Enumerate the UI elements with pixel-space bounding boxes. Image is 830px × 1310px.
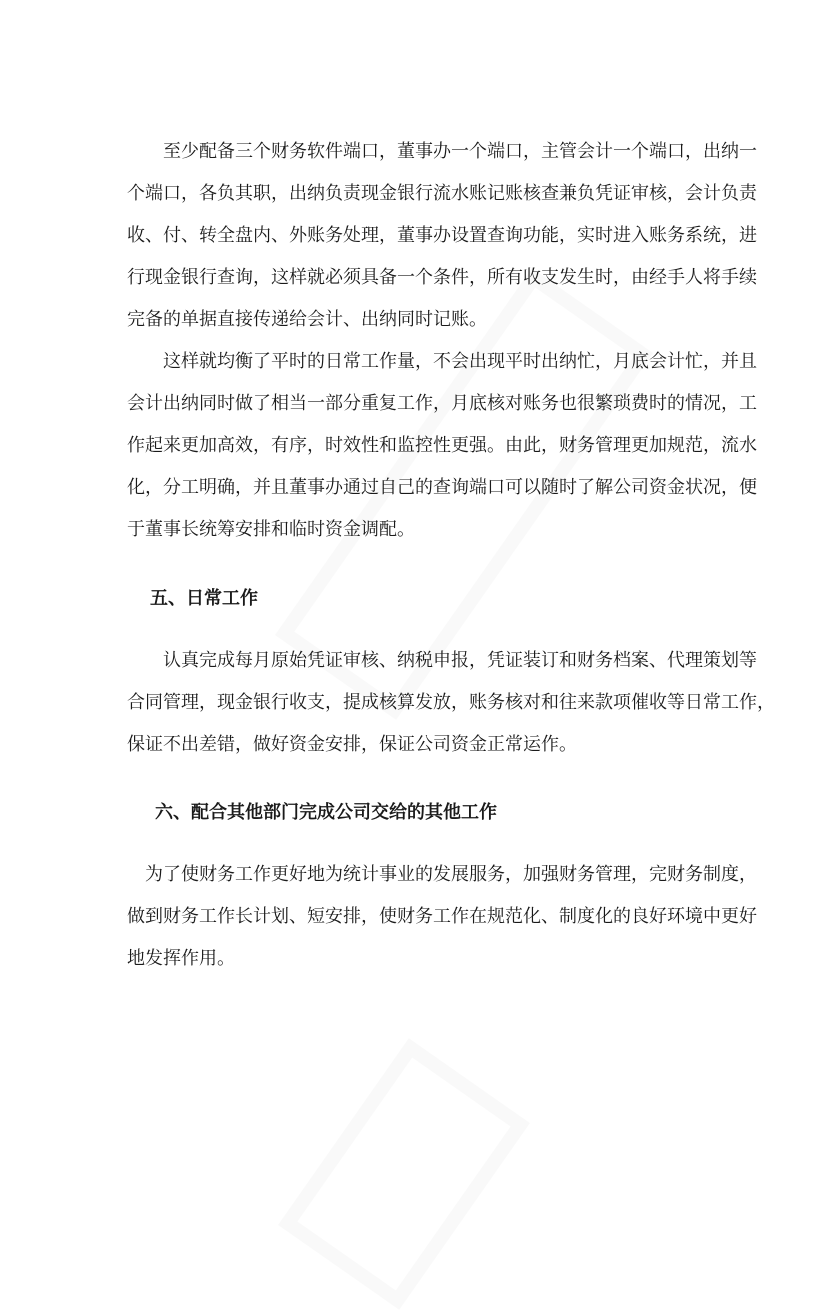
section-heading-5: 五、日常工作 [150, 588, 258, 609]
section-heading-6: 六、配合其他部门完成公司交给的其他工作 [155, 802, 497, 823]
text-line: 保证不出差错，做好资金安排，保证公司资金正常运作。 [127, 734, 577, 755]
text-line: 合同管理，现金银行收支，提成核算发放，账务核对和往来款项催收等日常工作， [127, 692, 775, 713]
text-line: 化，分工明确，并且董事办通过自己的查询端口可以随时了解公司资金状况，便 [127, 477, 757, 498]
text-line: 行现金银行查询，这样就必须具备一个条件，所有收支发生时，由经手人将手续 [127, 267, 757, 288]
text-line: 做到财务工作长计划、短安排，使财务工作在规范化、制度化的良好环境中更好 [127, 906, 757, 927]
text-line: 为了使财务工作更好地为统计事业的发展服务，加强财务管理，完财务制度， [127, 864, 757, 885]
text-line: 认真完成每月原始凭证审核、纳税申报，凭证装订和财务档案、代理策划等 [127, 650, 757, 671]
text-line: 会计出纳同时做了相当一部分重复工作，月底核对账务也很繁琐费时的情况，工 [127, 393, 757, 414]
text-line: 作起来更加高效，有序，时效性和监控性更强。由此，财务管理更加规范，流水 [127, 435, 757, 456]
text-line: 于董事长统筹安排和临时资金调配。 [127, 519, 415, 540]
text-line: 收、付、转全盘内、外账务处理，董事办设置查询功能，实时进入账务系统，进 [127, 225, 757, 246]
text-line: 完备的单据直接传递给会计、出纳同时记账。 [127, 309, 487, 330]
text-line: 至少配备三个财务软件端口，董事办一个端口，主管会计一个端口，出纳一 [127, 141, 757, 162]
text-line: 个端口，各负其职，出纳负责现金银行流水账记账核查兼负凭证审核，会计负责 [127, 183, 757, 204]
watermark [278, 1038, 530, 1310]
text-line: 地发挥作用。 [127, 948, 235, 969]
text-line: 这样就均衡了平时的日常工作量，不会出现平时出纳忙，月底会计忙，并且 [127, 351, 757, 372]
